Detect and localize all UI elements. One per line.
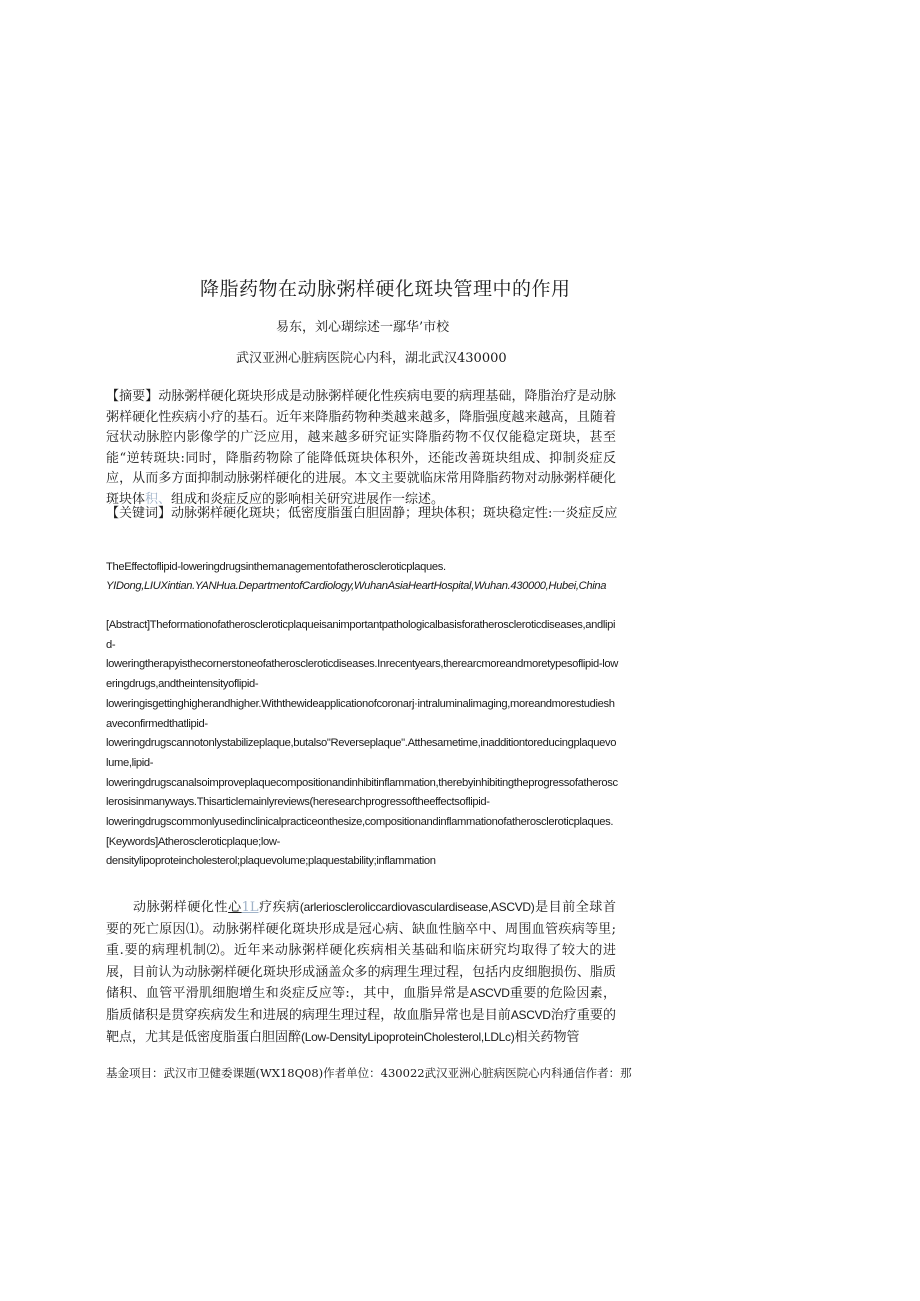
body-text-run: 治疗重要的靶点，尤其是低密度脂蛋白胆固醉 (106, 1007, 616, 1045)
english-abstract-line: loweringisgettinghigherandhigher.Withthewideapplicationofcoronarj·intraluminalimaging,moreandmorestudieshaveconfirmedthatlipid- (106, 697, 615, 730)
paper-title: 降脂药物在动脉粥样硬化斑块管理中的作用 (200, 278, 571, 300)
body-text-run: 相关药物管 (514, 1029, 580, 1045)
abstract-text-end: 组成和炎症反应的影响相关研究进展作一综述。 (171, 491, 445, 507)
english-keywords: [Keywords]Atheroscleroticplaque;low- (106, 835, 280, 848)
body-faint-text: 1L (241, 900, 259, 915)
chinese-keywords (106, 504, 616, 525)
keywords-text: 动脉粥样硬化斑块；低密度脂蛋白胆固静；理块体积；斑块稳定性:一炎症反应 (171, 506, 618, 521)
english-abstract-line: [Abstract]Theformationofatheroscleroticplaqueisanimportantpathologicalbasisforatheroscleroticdiseases,andlipid- (106, 619, 616, 651)
funding-footnote: 基金项目：武汉市卫健委课题(WX18Q08)作者单位：430022武汉亚洲心脏病医院心内科通信作者：那 (106, 1066, 632, 1080)
abstract-label: 【摘要】 (106, 389, 159, 404)
body-text-run: 动脉粥样硬化性 (133, 900, 229, 915)
body-paragraph (106, 897, 616, 1048)
english-abstract-line: loweringdrugscommonlyusedinclinicalpracticeonthesize,compositionandinflammationofatheroscleroticplaques. (106, 816, 614, 829)
body-underlined-char: 心 (228, 900, 242, 915)
keywords-label: 【关键词】 (106, 506, 172, 521)
affiliation-line: 武汉亚洲心脏病医院心内科，湖北武汉430000 (236, 351, 507, 366)
abstract-text: 动脉粥样硬化斑块形成是动脉粥样硬化性疾病电要的病理基础，降脂治疗是动脉粥样硬化性疾病小疗的基石。近年来降脂药物种类越来越多，降脂强度越来越高，且随着冠状动脉腔内影像学的广泛应用，越来越多研究证实降脂药物不仅仅能稳定斑块，甚至能“逆转斑块:同时，降脂药物除了能降低斑块体积外，还能改善斑块组成、抑制炎症反应，从而多方面抑制动脉粥样硬化的进展。本文主要就临床常用降脂药物对动脉粥样硬化斑块体 (106, 389, 616, 507)
body-english-term: (Low-DensityLipoproteinCholesterol,LDLc) (301, 1029, 515, 1044)
english-title: TheEffectoflipid-loweringdrugsinthemanagementofatheroscleroticplaques. (106, 561, 446, 573)
body-english-term: ASCVD (469, 986, 510, 1001)
body-text-run: 疗疾病 (258, 900, 300, 915)
english-keywords-continued: densitylipoproteincholesterol;plaquevolume;plaquestability;inflammation (106, 855, 436, 868)
body-text-run: 重要的危险因素，脂质储积是贯穿疾病发生和进展的病理生理过程，故血脂异常也是目前 (106, 986, 616, 1023)
body-english-term: (arleriosclerolicсardiovasculardisease,ASCVD) (299, 900, 535, 914)
english-abstract-line: loweringdrugscannotonlystabilizeplaque,butalso"Reverseplaque".Atthesametime,inadditiontoreducingplaquevolume,lipid- (106, 737, 617, 769)
author-line: 易东，刘心瑚综述一鄢华’市校 (276, 320, 450, 335)
body-english-term: ASCVD (510, 1007, 551, 1022)
abstract-faint-text: 积、 (145, 491, 172, 507)
body-text-run: 是目前全球首要的死亡原因⑴。动脉粥样硬化斑块形成是冠心病、缺血性脑卒中、周围血管疾病等里;重.要的病理机制⑵。近年来动脉粥样硬化疾病相关基础和临床研究均取得了较大的进展，目前认为动脉粥样硬化斑块形成涵盖众多的病理生理过程，包括内皮细胞损伤、脂质储积、血管平滑肌细胞增生和炎症反应等:，其中，血脂异常是 (106, 900, 616, 1002)
english-abstract-line: loweringdrugscanalsoimproveplaquecompositionandinhibitinflammation,therebyinhibitingtheprogressofatherosclerosisinmanyways.Thisarticlemainlyreviews(heresearchprogressoftheeffectsoflipid- (106, 776, 618, 809)
english-authors: YIDong,LIUXintian.YANHua.DepartmentofCardiology,WuhanAsiaHeartHospital,Wuhan.430000,Hubei,China (106, 580, 607, 592)
english-abstract-line: loweringtherapyisthecornerstoneofatheroscleroticdiseases.Inrecentyears,therearcmoreandmoretypesoflipid-loweringdrugs,andtheintensityoflipid- (106, 658, 618, 691)
english-abstract (106, 616, 618, 872)
chinese-abstract (106, 387, 616, 510)
